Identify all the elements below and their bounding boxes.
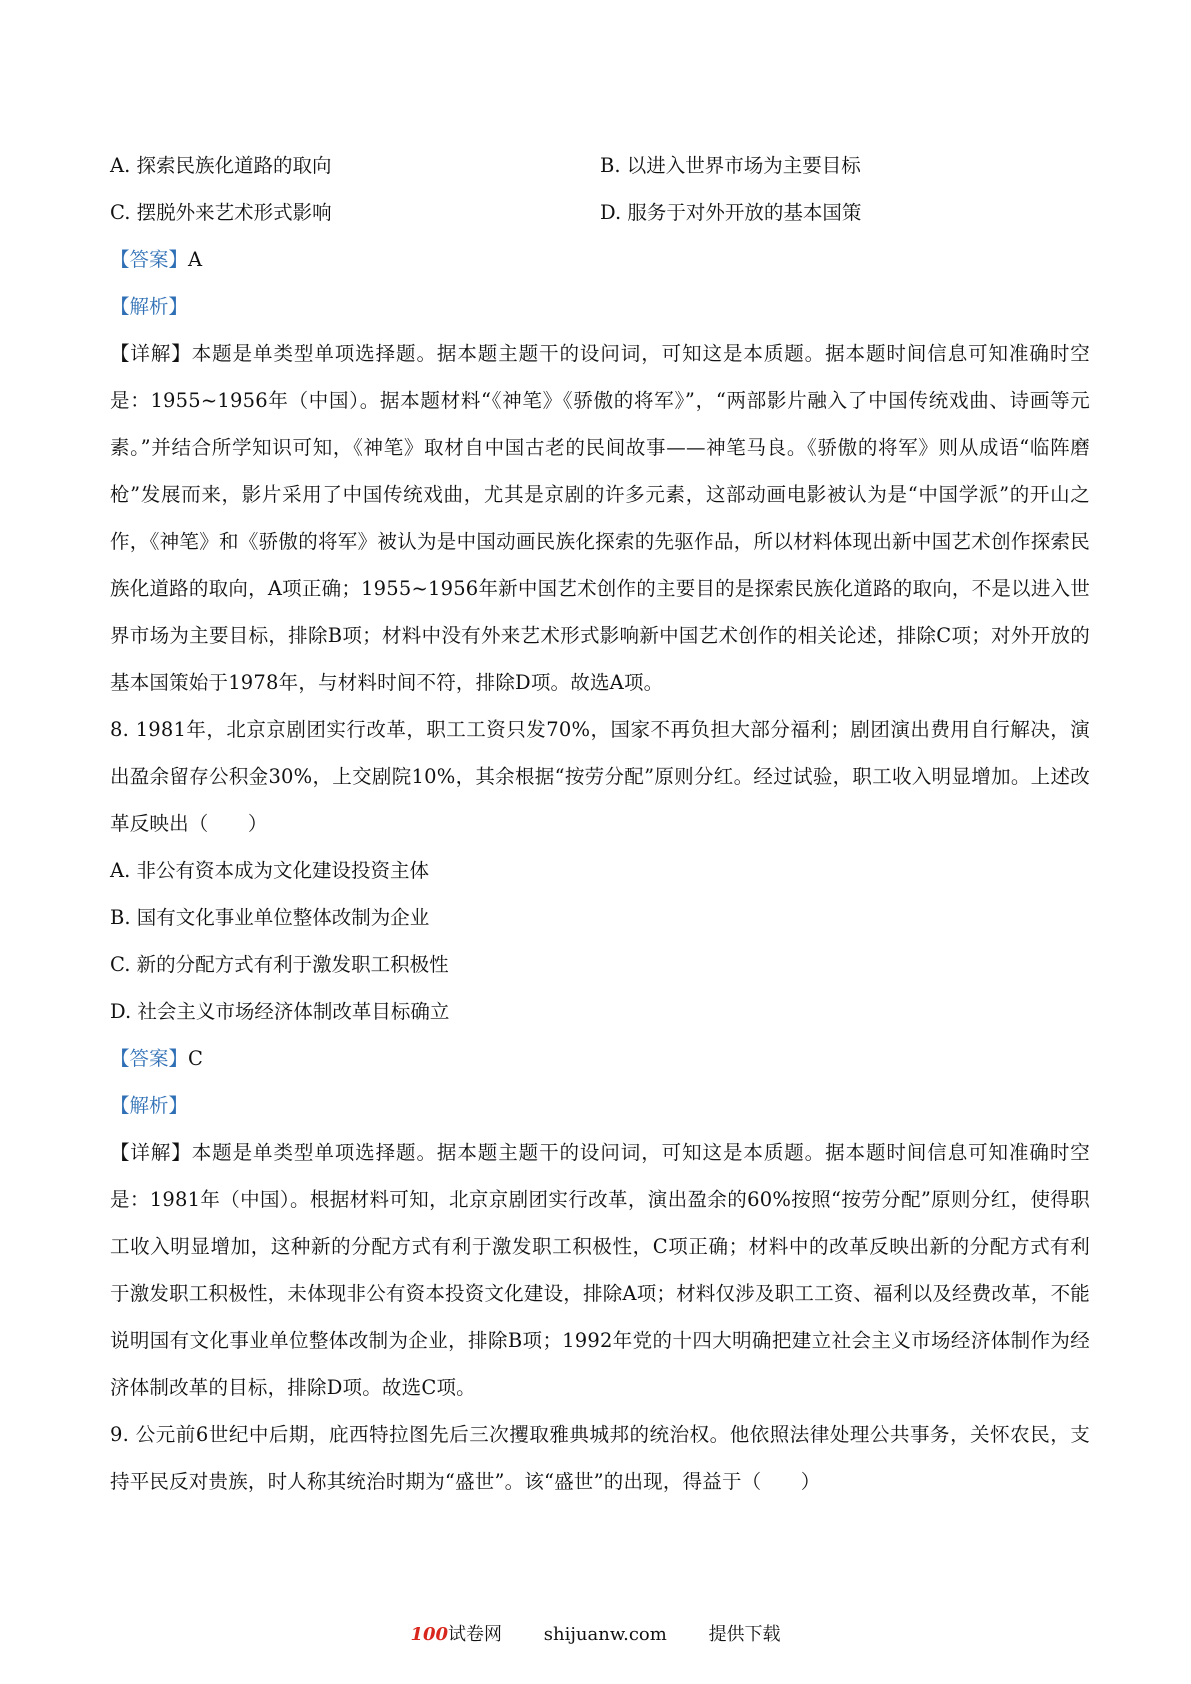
q8-analysis bbox=[110, 1082, 1090, 1129]
q8-option-b: B. 国有文化事业单位整体改制为企业 bbox=[110, 906, 430, 929]
page-content bbox=[110, 142, 1090, 1505]
analysis-tag: 【解析】 bbox=[110, 1094, 189, 1117]
q7-detail bbox=[110, 330, 1090, 706]
q7-options-row-1 bbox=[110, 142, 1090, 189]
q9-stem: 9. 公元前6世纪中后期，庇西特拉图先后三次攫取雅典城邦的统治权。他依照法律处理公共事务，关怀农民，支持平民反对贵族，时人称其统治时期为“盛世”。该“盛世”的出现，得益于（ ） bbox=[110, 1423, 1090, 1493]
q8-stem: 8. 1981年，北京京剧团实行改革，职工工资只发70%，国家不再负担大部分福利；剧团演出费用自行解决，演出盈余留存公积金30%，上交剧院10%，其余根据“按劳分配”原则分红。经过试验，职工收入明显增加。上述改革反映出（ ） bbox=[110, 718, 1090, 835]
site-logo: 100 bbox=[410, 1624, 449, 1645]
detail-text: 本题是单类型单项选择题。据本题主题干的设问词，可知这是本质题。据本题时间信息可知准确时空是：1955~1956年（中国）。据本题材料“《神笔》《骄傲的将军》”，“两部影片融入了中国传统戏曲、诗画等元素。”并结合所学知识可知，《神笔》取材自中国古老的民间故事——神笔马良。《骄傲的将军》则从成语“临阵磨枪”发展而来，影片采用了中国传统戏曲，尤其是京剧的许多元素，这部动画电影被认为是“中国学派”的开山之作，《神笔》和《骄傲的将军》被认为是中国动画民族化探索的先驱作品，所以材料体现出新中国艺术创作探索民族化道路的取向，A项正确；1955~1956年新中国艺术创作的主要目的是探索民族化道路的取向，不是以进入世界市场为主要目标，排除B项；材料中没有外来艺术形式影响新中国艺术创作的相关论述，排除C项；对外开放的基本国策始于1978年，与材料时间不符，排除D项。故选A项。 bbox=[110, 342, 1090, 694]
footer-note: 提供下载 bbox=[708, 1624, 781, 1645]
q8-option-a: A. 非公有资本成为文化建设投资主体 bbox=[110, 859, 429, 882]
q8-detail bbox=[110, 1129, 1090, 1411]
detail-text: 本题是单类型单项选择题。据本题主题干的设问词，可知这是本质题。据本题时间信息可知准确时空是：1981年（中国）。根据材料可知，北京京剧团实行改革，演出盈余的60%按照“按劳分配”原则分红，使得职工收入明显增加，这种新的分配方式有利于激发职工积极性，C项正确；材料中的改革反映出新的分配方式有利于激发职工积极性，未体现非公有资本投资文化建设，排除A项；材料仅涉及职工工资、福利以及经费改革，不能说明国有文化事业单位整体改制为企业，排除B项；1992年党的十四大明确把建立社会主义市场经济体制作为经济体制改革的目标，排除D项。故选C项。 bbox=[110, 1141, 1090, 1399]
q8-option-c: C. 新的分配方式有利于激发职工积极性 bbox=[110, 953, 449, 976]
site-url[interactable]: shijuanw.com bbox=[543, 1624, 667, 1645]
q7-options-row-2 bbox=[110, 189, 1090, 236]
page-footer bbox=[0, 1620, 1191, 1646]
analysis-tag: 【解析】 bbox=[110, 295, 189, 318]
q7-option-d: D. 服务于对外开放的基本国策 bbox=[600, 201, 862, 224]
answer-value: A bbox=[188, 248, 203, 271]
q8-answer bbox=[110, 1035, 1090, 1082]
q7-option-a: A. 探索民族化道路的取向 bbox=[110, 154, 332, 177]
q7-analysis bbox=[110, 283, 1090, 330]
q7-option-b: B. 以进入世界市场为主要目标 bbox=[600, 154, 861, 177]
detail-tag: 【详解】 bbox=[110, 342, 192, 365]
q7-option-c: C. 摆脱外来艺术形式影响 bbox=[110, 201, 332, 224]
answer-tag: 【答案】 bbox=[110, 248, 189, 271]
q8-option-d: D. 社会主义市场经济体制改革目标确立 bbox=[110, 1000, 450, 1023]
q7-answer bbox=[110, 236, 1090, 283]
site-name: 试卷网 bbox=[448, 1624, 503, 1645]
detail-tag: 【详解】 bbox=[110, 1141, 192, 1164]
answer-value: C bbox=[188, 1047, 203, 1070]
answer-tag: 【答案】 bbox=[110, 1047, 189, 1070]
